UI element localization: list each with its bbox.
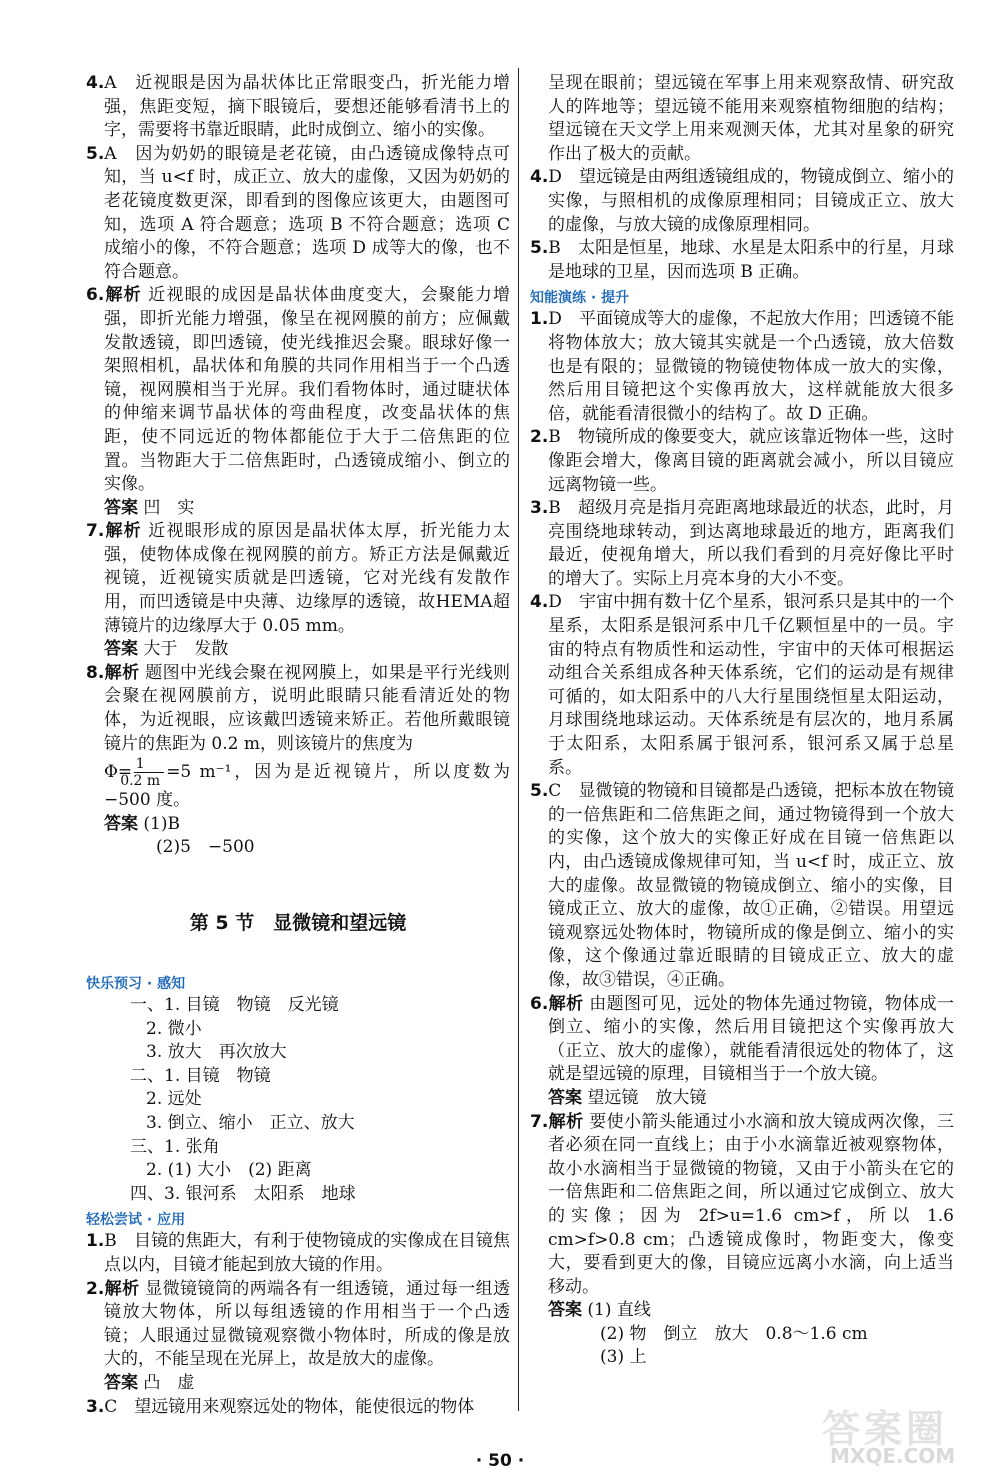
answer-item-6: 6.解析 近视眼的成因是晶状体曲度变大，会聚能力增强，即折光能力增强，像呈在视网膜的前方；应佩戴发散透镜，即凹透镜，使光线推迟会聚。眼球好像一架照相机，晶状体和角膜的共同作用相当于一个凸透镜，视网膜相当于光屏。我们看物体时，通过睫状体的伸缩来调节晶状体的弯曲程度，改变晶状体的焦距，使不同远近的物体都能位于大于二倍焦距的位置。当物距大于二倍焦距时，凸透镜成缩小、倒立的实像。	[86, 285, 511, 495]
skill-practice-label: 知能演练 · 提升	[530, 290, 630, 307]
preview-line-4: 二、1. 目镜 物镜	[130, 1065, 271, 1086]
answer-8: 答案 (1)B	[104, 813, 180, 834]
skill-item-6: 6.解析 由题图可见，远处的物体先通过物镜，物体成一倒立、缩小的实像，然后用目镜把这个实像再放大（正立、放大的虚像），就能看清很远处的物体了，这就是望远镜的原理，目镜相当于一个放大镜。	[530, 993, 955, 1085]
happy-preview-label: 快乐预习 · 感知	[86, 976, 186, 992]
preview-line-9: 四、3. 银河系 太阳系 地球	[130, 1183, 356, 1204]
left-column-lower	[86, 970, 510, 1419]
skill-answer-6: 答案 望远镜 放大镜	[548, 1087, 707, 1108]
easy-item-3-cont: 呈现在眼前；望远镜在军事上用来观察敌情、研究敌人的阵地等；望远镜不能用来观察植物细胞的结构；望远镜在天文学上用来观测天体，尤其对星象的研究作出了极大的贡献。	[548, 73, 954, 164]
section-title: 第 5 节 显微镜和望远镜	[189, 912, 407, 934]
easy-item-5: 5.B 太阳是恒星，地球、水星是太阳系中的行星，月球是地球的卫星，因而选项 B 正确。	[530, 238, 954, 282]
preview-line-1: 一、1. 目镜 物镜 反光镜	[130, 995, 339, 1015]
easy-item-2: 2.解析 显微镜镜筒的两端各有一组透镜，通过每一组透镜放大物体，所以每组透镜的作用相当于一个凸透镜；人眼通过显微镜观察微小物体时，所成的像是放大的，不能呈现在光屏上，故是放大的虚像。	[86, 1278, 511, 1370]
easy-item-4: 4.D 望远镜是由两组透镜组成的，物镜成倒立、缩小的实像，与照相机的成像原理相同；目镜成正立、放大的虚像，与放大镜的成像原理相同。	[530, 167, 954, 235]
answer-7: 答案 大于 发散	[104, 639, 229, 660]
preview-line-8: 2. (1) 大小 (2) 距离	[146, 1160, 312, 1181]
page-number: · 50 ·	[475, 1451, 525, 1471]
skill-item-2: 2.B 物镜所成的像要变大，就应该靠近物体一些，这时像距会增大，像离目镜的距离就会减小，所以目镜应远离物镜一些。	[530, 427, 954, 495]
preview-line-5: 2. 远处	[146, 1089, 202, 1110]
preview-line-7: 三、1. 张角	[130, 1136, 220, 1157]
skill-item-7: 7.解析 要使小箭头能通过小水滴和放大镜成两次像，三者必须在同一直线上；由于小水滴靠近被观察物体，故小水滴相当于显微镜的物镜，又由于小箭头在它的一倍焦距和二倍焦距之间，所以通过它成倒立、放大的实像；因为 2f>u=1.6 cm>f，所以 1.6 cm>f>0.8 cm；凸透镜成像时，物距变大，像变大，要看到更大的像，目镜应远离小水滴，向上适当移动。	[530, 1111, 955, 1297]
skill-answer-7: 答案 (1) 直线	[548, 1300, 651, 1321]
skill-item-4: 4.D 宇宙中拥有数十亿个星系，银河系只是其中的一个星系，太阳系是银河系中几千亿颗恒星中的一员。宇宙的特点有物质性和运动性，宇宙中的天体可根据运动组合关系组成各种天体系统，它们的运动是有规律可循的，如太阳系中的八大行星围绕恒星太阳运动，月球围绕地球运动。天体系统是有层次的，地月系属于太阳系，太阳系属于银河系，银河系又属于总星系。	[530, 592, 954, 778]
fraction: $\frac{1}{0.2 m}$	[134, 756, 164, 789]
answer-6: 答案 凹 实	[104, 497, 195, 518]
skill-answer-7-part3: (3) 上	[600, 1347, 647, 1368]
easy-item-1: 1.B 目镜的焦距大，有利于使物镜成的实像成在目镜焦点以内，目镜才能起到放大镜的作用。	[86, 1231, 510, 1275]
skill-answer-7-part2: (2) 物 倒立 放大 0.8～1.6 cm	[600, 1323, 868, 1344]
answer-item-7: 7.解析 近视眼形成的原因是晶状体太厚，折光能力太强，使物体成像在视网膜的前方。矫正方法是佩戴近视镜，近视镜实质就是凹透镜，它对光线有发散作用，而凹透镜是中央薄、边缘厚的透镜，故HEMA超薄镜片的边缘厚大于 0.05 mm。	[86, 521, 511, 636]
right-column	[530, 72, 954, 1370]
answer-item-4: 4.A 近视眼是因为晶状体比正常眼变凸，折光能力增强，焦距变短，摘下眼镜后，要想还能够看清书上的字，需要将书靠近眼睛，此时成倒立、缩小的实像。	[86, 73, 510, 141]
easy-try-label: 轻松尝试 · 应用	[86, 1212, 186, 1229]
answer-item-8: 8.解析 题图中光线会聚在视网膜上，如果是平行光线则会聚在视网膜前方，说明此眼睛只能看清近处的物体，为近视眼，应该戴凹透镜来矫正。若他所戴眼镜镜片的焦距为 0.2 m，则该镜片的焦度为 Φ= $\frac{1}{0.2 m}$ =5 m⁻¹，因为是近视镜片，所以度数为 −500 度。	[86, 662, 511, 811]
preview-line-2: 2. 微小	[146, 1018, 202, 1039]
preview-line-3: 3. 放大 再次放大	[146, 1042, 287, 1063]
skill-item-3: 3.B 超级月亮是指月亮距离地球最近的状态，此时，月亮围绕地球转动，到达离地球最近的地方，距离我们最近，使视角增大，所以我们看到的月亮好像比平时的增大了。实际上月亮本身的大小不变。	[530, 498, 954, 589]
easy-item-3: 3.C 望远镜用来观察远处的物体，能使很远的物体	[86, 1396, 475, 1417]
watermark-url: MXQE.COM	[830, 1444, 956, 1468]
watermark-text: 答案圈	[822, 1407, 949, 1451]
easy-answer-2: 答案 凸 虚	[104, 1372, 195, 1393]
preview-line-6: 3. 倒立、缩小 正立、放大	[146, 1112, 355, 1133]
skill-item-1: 1.D 平面镜成等大的虚像，不起放大作用；凹透镜不能将物体放大；放大镜其实就是一个凸透镜，放大倍数也是有限的；显微镜的物镜使物体成一放大的实像，然后用目镜把这个实像再放大，这样就能放大很多倍，就能看清很微小的结构了。故 D 正确。	[530, 309, 954, 424]
skill-item-5: 5.C 显微镜的物镜和目镜都是凸透镜，把标本放在物镜的一倍焦距和二倍焦距之间，通过物镜得到一个放大的实像，这个放大的实像正好成在目镜一倍焦距以内，由凸透镜成像规律可知，当 u<f 时，成正立、放大的虚像。故显微镜的物镜成倒立、缩小的实像，目镜成正立、放大的虚像，故①正确，②错误。用望远镜观察远处物体时，物镜所成的像是倒立、缩小的实像，这个像通过靠近眼睛的目镜成正立、放大的虚像，故③错误，④正确。	[530, 781, 954, 990]
left-column	[86, 72, 510, 860]
watermark-logo	[822, 1398, 972, 1472]
answer-item-5: 5.A 因为奶奶的眼镜是老花镜，由凸透镜成像特点可知，当 u<f 时，成正立、放大的虚像，又因为奶奶的老花镜度数更深，即看到的图像应该更大，由题图可知，选项 A 符合题意；选项 B 不符合题意；选项 C 成缩小的像，不符合题意；选项 D 成等大的像，也不符合题意。	[86, 143, 510, 282]
answer-8-part2: (2)5 −500	[156, 837, 255, 858]
